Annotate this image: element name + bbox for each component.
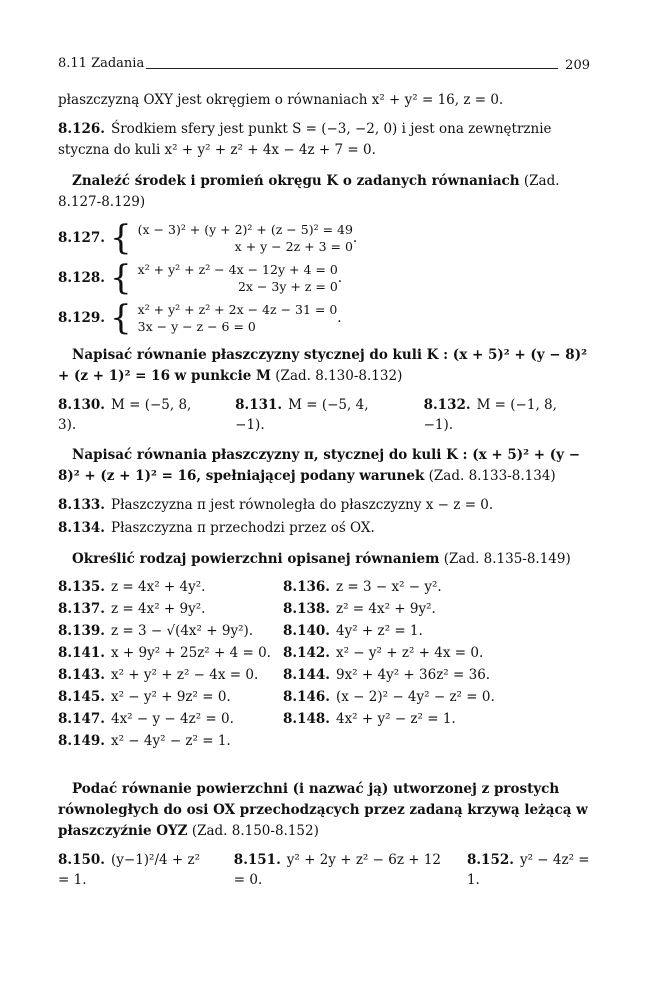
exercise-number: 8.130.	[58, 397, 105, 413]
equation-1: (x − 3)² + (y + 2)² + (z − 5)² = 49	[137, 222, 353, 237]
exercise-8-145	[58, 688, 283, 707]
exercise-text: M = (−5, 8, 3).	[58, 397, 192, 433]
exercise-number: 8.143.	[58, 667, 105, 683]
content	[58, 90, 590, 896]
exercise-text: x² − y² + 9z² = 0.	[110, 689, 231, 705]
exercise-8-131	[235, 395, 401, 435]
exercise-8-148	[283, 710, 590, 729]
equation-2: x + y − 2z + 3 = 0	[234, 239, 353, 254]
exercise-8-133	[58, 495, 590, 516]
exercise-text: z = 3 − √(4x² + 9y²).	[110, 623, 254, 639]
exercise-text: x² − y² + z² + 4x = 0.	[335, 645, 484, 661]
exercise-number: 8.144.	[283, 667, 330, 683]
exercise-text: Płaszczyzna π przechodzi przez oś OX.	[110, 520, 375, 536]
heading-ref: (Zad. 8.127-8.129)	[58, 173, 560, 210]
exercise-text: 4y² + z² = 1.	[335, 623, 423, 639]
exercise-text: x² − 4y² − z² = 1.	[110, 733, 231, 749]
exercise-text: M = (−1, 8, −1).	[423, 397, 557, 433]
brace-symbol: {	[110, 218, 132, 258]
exercise-text: y² − 4z² = 1.	[466, 852, 590, 888]
exercise-number: 8.140.	[283, 623, 330, 639]
exercise-number: 8.131.	[235, 397, 283, 413]
exercise-8-137	[58, 600, 283, 619]
spacer	[58, 757, 590, 769]
exercise-text: z = 4x² + 4y².	[110, 579, 206, 595]
exercise-8-135	[58, 578, 283, 597]
end-period: .	[337, 310, 342, 326]
section-heading-1	[58, 171, 590, 213]
exercise-number: 8.151.	[233, 852, 281, 868]
exercise-text: 4x² + y² − z² = 1.	[335, 711, 456, 727]
surface-exercises	[58, 578, 590, 751]
exercise-number: 8.150.	[58, 852, 105, 868]
exercise-8-152	[467, 850, 590, 890]
exercise-text: y² + 2y + z² − 6z + 12 = 0.	[233, 852, 442, 888]
exercise-8-140	[283, 622, 590, 641]
exercise-number: 8.138.	[283, 601, 330, 617]
exercise-text: z = 4x² + 9y².	[110, 601, 206, 617]
section-heading-2	[58, 345, 590, 387]
exercise-number: 8.145.	[58, 689, 105, 705]
exercise-number: 8.132.	[423, 397, 471, 413]
equation-2: 2x − 3y + z = 0	[237, 279, 338, 294]
heading-bold: Napisać równanie płaszczyzny stycznej do kuli K : (x + 5)² + (y − 8)² + (z + 1)² = 16 w punkcie M	[58, 347, 587, 384]
exercise-text: z² = 4x² + 9y².	[335, 601, 436, 617]
exercise-8-143	[58, 666, 283, 685]
exercise-8-142	[283, 644, 590, 663]
exercise-text: Środkiem sfery jest punkt S = (−3, −2, 0) i jest ona zewnętrznie styczna do kuli x² + y² + z² + 4x − 4z + 7 = 0.	[58, 121, 552, 158]
exercise-text: 9x² + 4y² + 36z² = 36.	[335, 667, 491, 683]
heading-ref: (Zad. 8.150-8.152)	[187, 823, 319, 839]
exercise-8-130	[58, 395, 213, 435]
exercise-number: 8.134.	[58, 520, 105, 536]
equation-system	[138, 301, 338, 335]
exercise-8-132	[424, 395, 590, 435]
running-header	[58, 52, 590, 74]
section-heading-3	[58, 445, 590, 487]
exercise-8-138	[283, 600, 590, 619]
exercise-8-147	[58, 710, 283, 729]
equation-1: x² + y² + z² + 2x − 4z − 31 = 0	[137, 302, 338, 317]
exercise-number: 8.142.	[283, 645, 330, 661]
exercise-8-126	[58, 119, 590, 161]
exercise-8-150	[58, 850, 212, 890]
exercise-8-129	[58, 298, 590, 338]
exercise-number: 8.146.	[283, 689, 330, 705]
exercise-number: 8.141.	[58, 645, 105, 661]
exercise-number: 8.128.	[58, 270, 105, 286]
exercise-number: 8.136.	[283, 579, 330, 595]
equation-2: 3x − y − z − 6 = 0	[137, 319, 256, 334]
end-period: .	[337, 270, 343, 286]
exercise-text: z = 3 − x² − y².	[335, 579, 442, 595]
exercise-number: 8.152.	[466, 852, 514, 868]
exercise-8-136	[283, 578, 590, 597]
heading-bold: Napisać równania płaszczyzny π, stycznej do kuli K : (x + 5)² + (y − 8)² + (z + 1)² = 16, spełniającej podany warunek	[58, 447, 581, 484]
exercise-number: 8.135.	[58, 579, 105, 595]
section-title: 8.11 Zadania	[58, 56, 145, 71]
intro-line: płaszczyzną OXY jest okręgiem o równaniach x² + y² = 16, z = 0.	[58, 92, 504, 108]
page-number: 209	[565, 58, 590, 73]
exercise-8-146	[283, 688, 590, 707]
exercise-text: 4x² − y − 4z² = 0.	[110, 711, 234, 727]
exercise-text: (x − 2)² − 4y² − z² = 0.	[335, 689, 495, 705]
exercise-number: 8.126.	[58, 121, 105, 137]
exercise-8-144	[283, 666, 590, 685]
equation-system	[138, 221, 353, 255]
exercise-8-141	[58, 644, 283, 663]
exercise-8-134	[58, 518, 590, 539]
heading-bold: Podać równanie powierzchni (i nazwać ją) utworzonej z prostych równoległych do osi OX przechodzących przez zadaną krzywą leżącą w płaszczyźnie OYZ	[58, 781, 588, 839]
exercise-text: x² + y² + z² − 4x = 0.	[110, 667, 259, 683]
exercise-text: (y−1)²/4 + z² = 1.	[58, 852, 201, 888]
end-period: .	[352, 230, 358, 246]
exercises-8-150-8-152	[58, 850, 590, 890]
exercise-8-127	[58, 218, 590, 258]
exercise-8-128	[58, 258, 590, 298]
exercise-8-151	[234, 850, 445, 890]
brace-symbol: {	[110, 258, 132, 298]
exercise-text: x + 9y² + 25z² + 4 = 0.	[110, 645, 271, 661]
equation-system	[138, 261, 338, 295]
heading-ref: (Zad. 8.135-8.149)	[439, 551, 571, 567]
exercise-text: Płaszczyzna π jest równoległa do płaszczyzny x − z = 0.	[110, 497, 494, 513]
exercise-8-139	[58, 622, 283, 641]
exercise-number: 8.149.	[58, 733, 105, 749]
brace-symbol: {	[110, 298, 132, 338]
exercise-8-149	[58, 732, 283, 751]
exercise-number: 8.147.	[58, 711, 105, 727]
heading-ref: (Zad. 8.130-8.132)	[271, 368, 403, 384]
heading-ref: (Zad. 8.133-8.134)	[424, 468, 556, 484]
exercise-number: 8.129.	[58, 310, 105, 326]
exercise-number: 8.137.	[58, 601, 105, 617]
section-heading-4	[58, 549, 590, 570]
equation-1: x² + y² + z² − 4x − 12y + 4 = 0	[137, 262, 338, 277]
exercise-number: 8.127.	[58, 230, 105, 246]
heading-bold: Określić rodzaj powierzchni opisanej równaniem	[72, 551, 440, 567]
heading-bold: Znaleźć środek i promień okręgu K o zadanych równaniach	[72, 173, 520, 189]
exercises-8-130-8-132	[58, 395, 590, 435]
section-heading-5	[58, 779, 590, 842]
exercise-number: 8.139.	[58, 623, 105, 639]
header-rule	[146, 68, 558, 69]
exercise-number: 8.133.	[58, 497, 105, 513]
exercise-number: 8.148.	[283, 711, 330, 727]
exercise-text: M = (−5, 4, −1).	[235, 397, 369, 433]
